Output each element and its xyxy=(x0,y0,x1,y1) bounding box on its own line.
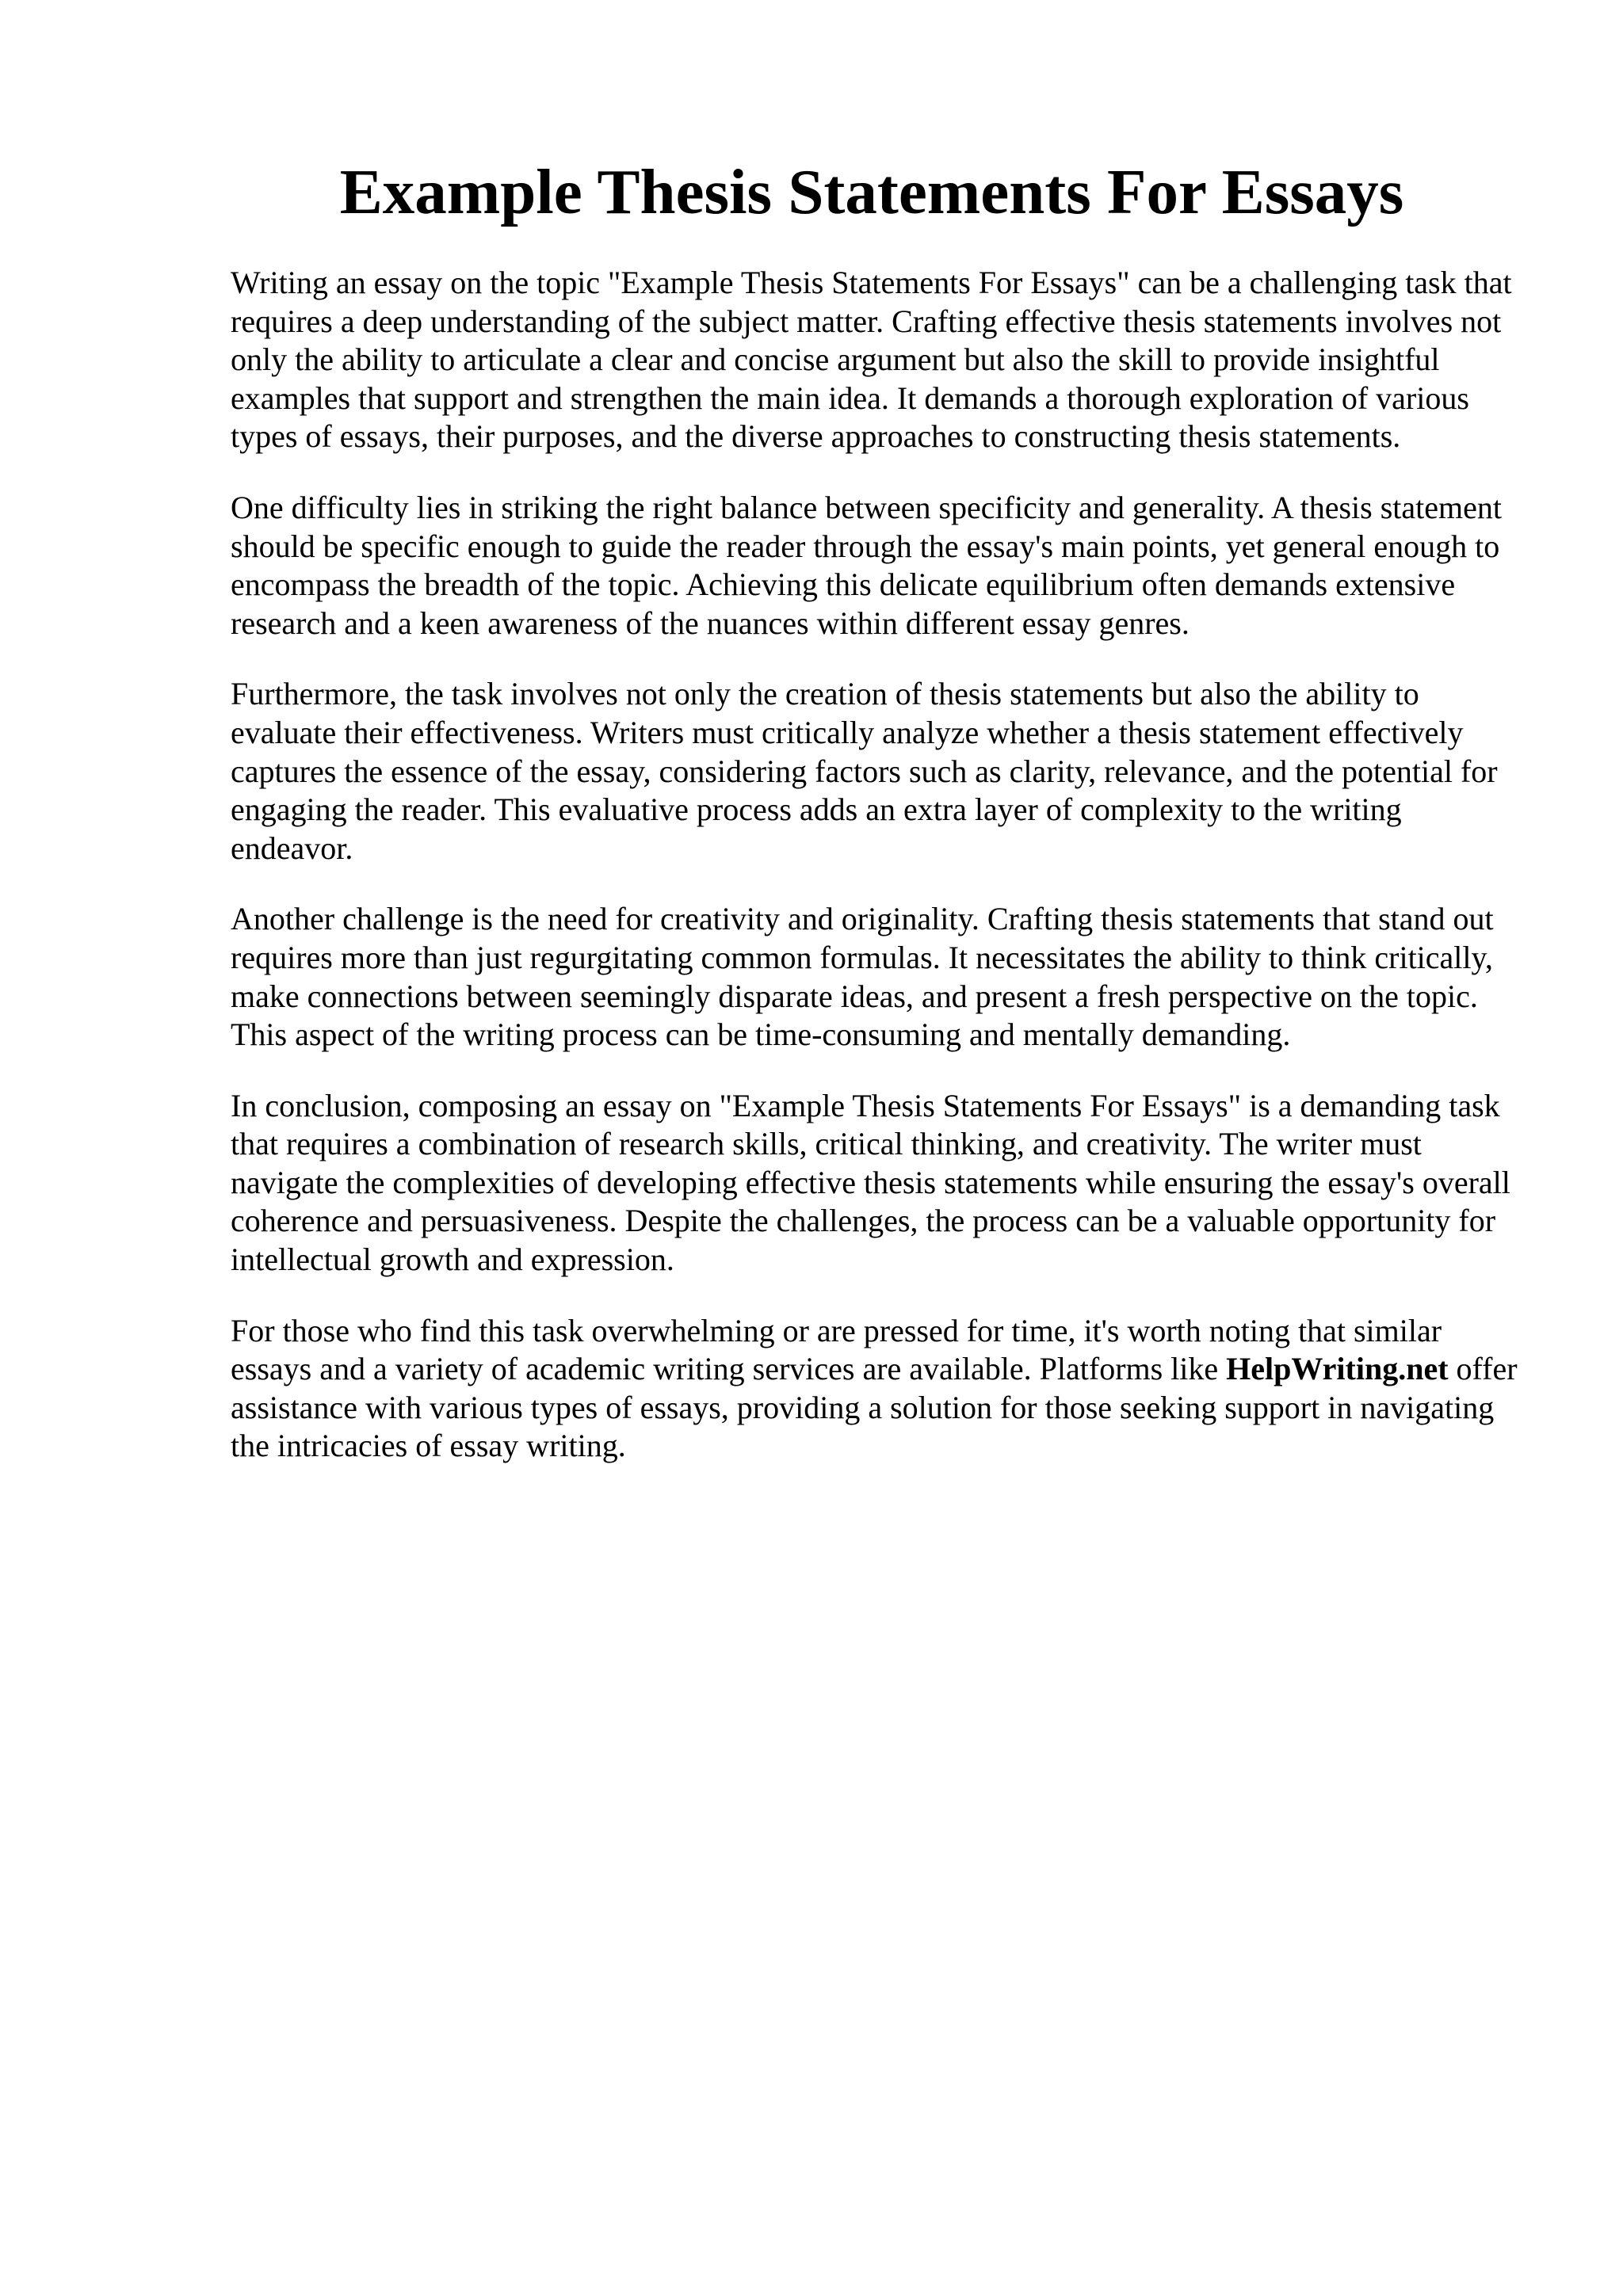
services-text-before: For those who find this task overwhelming or are pressed for time, it's worth noting that similar essays and a variety of academic writing services are available. Platforms like xyxy=(231,1312,1442,1387)
paragraph-services xyxy=(231,1312,1530,1466)
paragraph-intro: Writing an essay on the topic "Example Thesis Statements For Essays" can be a challenging task that requires a deep understanding of the subject matter. Crafting effective thesis statements involves not only the ability to articulate a clear and concise argument but also the skill to provide insightful examples that support and strengthen the main idea. It demands a thorough exploration of various types of essays, their purposes, and the diverse approaches to constructing thesis statements. xyxy=(231,265,1512,455)
document-body xyxy=(231,264,1530,1498)
paragraph-evaluation: Furthermore, the task involves not only the creation of thesis statements but also the ability to evaluate their effectiveness. Writers must critically analyze whether a thesis statement effectively captures the essence of the essay, considering factors such as clarity, relevance, and the potential for engaging the reader. This evaluative process adds an extra layer of complexity to the writing endeavor. xyxy=(231,676,1498,866)
paragraph-creativity: Another challenge is the need for creativity and originality. Crafting thesis statements that stand out requires more than just regurgitating common formulas. It necessitates the ability to think critically, make connections between seemingly disparate ideas, and present a fresh perspective on the topic. This aspect of the writing process can be time-consuming and mentally demanding. xyxy=(231,901,1494,1053)
services-text-after: offer assistance with various types of essays, providing a solution for those seeking support in navigating the intricacies of essay writing. xyxy=(231,1351,1518,1464)
paragraph-difficulty: One difficulty lies in striking the right balance between specificity and generality. A thesis statement should be specific enough to guide the reader through the essay's main points, yet general enough to encompass the breadth of the topic. Achieving this delicate equilibrium often demands extensive research and a keen awareness of the nuances within different essay genres. xyxy=(231,489,1503,641)
paragraph-conclusion: In conclusion, composing an essay on "Example Thesis Statements For Essays" is a demanding task that requires a combination of research skills, critical thinking, and creativity. The writer must navigate the complexities of developing effective thesis statements while ensuring the essay's overall coherence and persuasiveness. Despite the challenges, the process can be a valuable opportunity for intellectual growth and expression. xyxy=(231,1087,1510,1278)
document-title: Example Thesis Statements For Essays xyxy=(339,156,1404,227)
brand-link[interactable]: HelpWriting.net xyxy=(1226,1351,1449,1387)
